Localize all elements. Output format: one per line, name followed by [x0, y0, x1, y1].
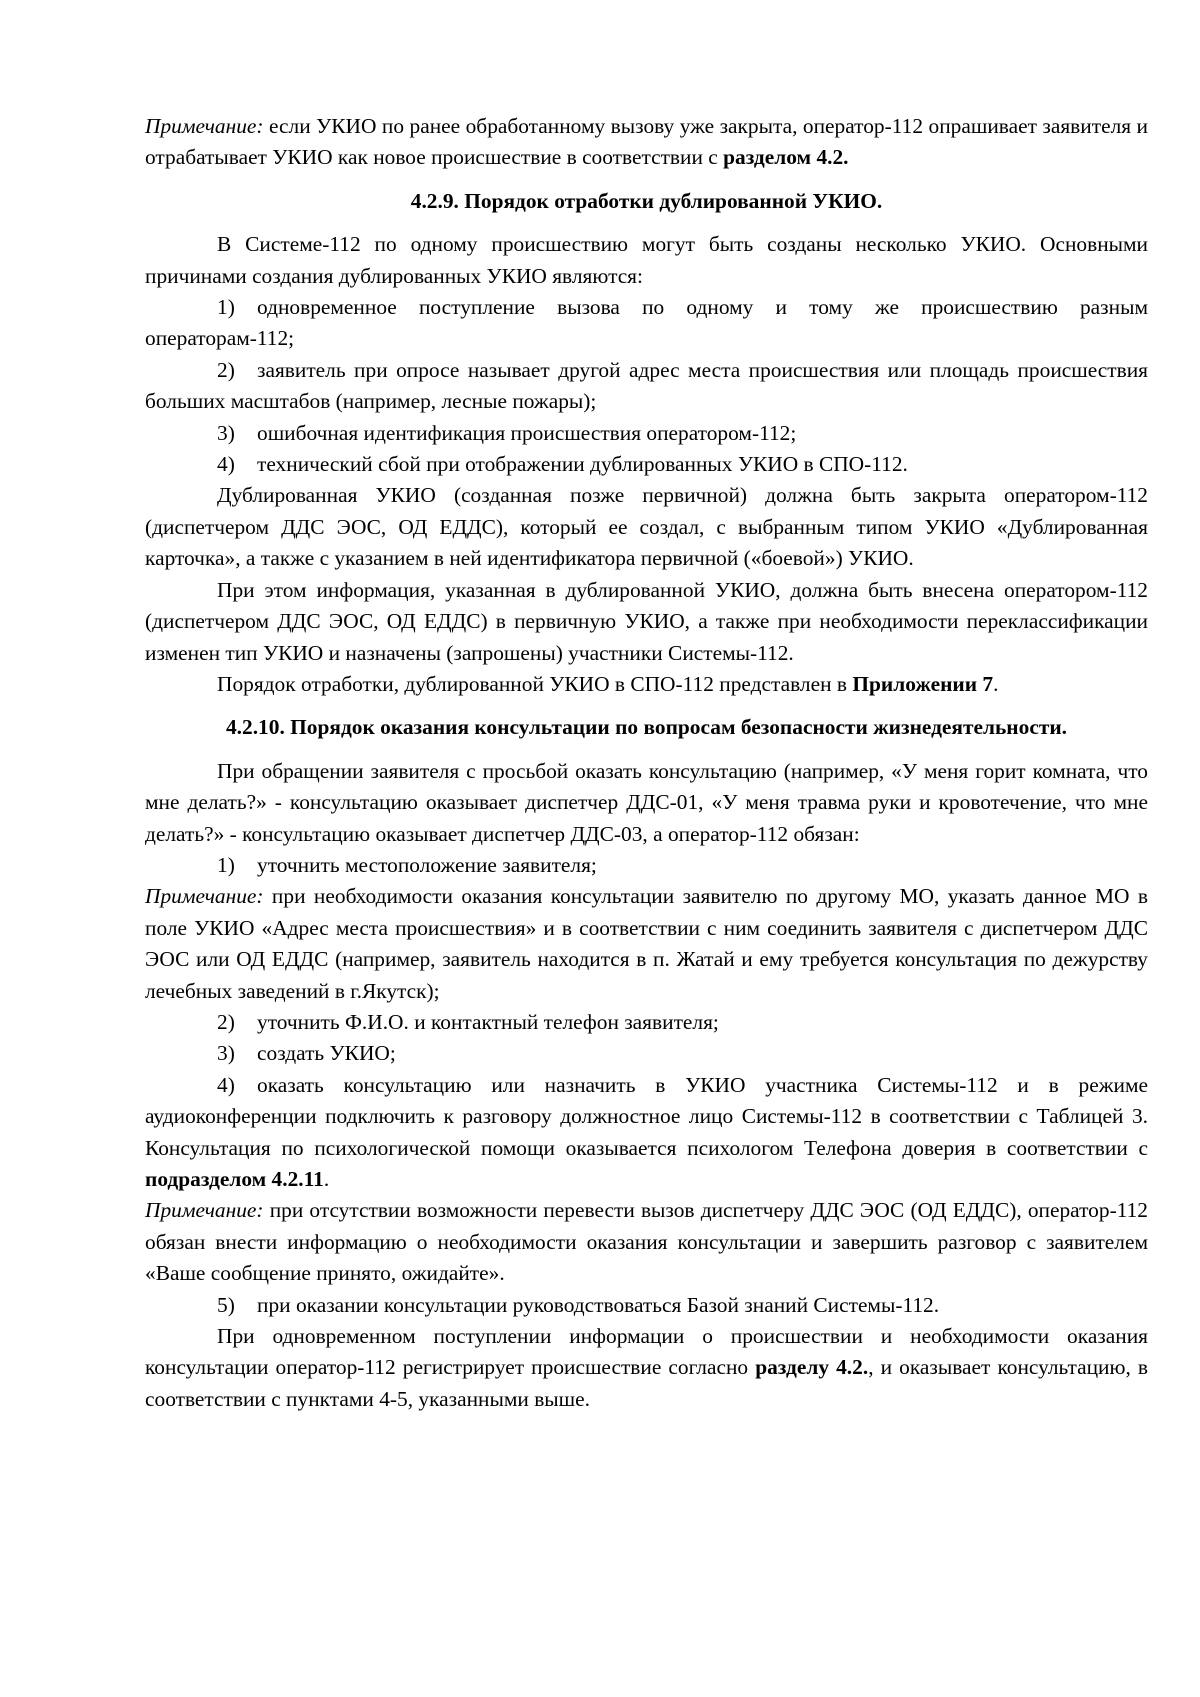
- note-label: Примечание:: [145, 1198, 264, 1223]
- note-label: Примечание:: [145, 884, 264, 909]
- note-ref: разделом 4.2.: [723, 145, 849, 170]
- section-ref: разделу 4.2.: [755, 1355, 869, 1380]
- paragraph-end: , и оказывает консультацию, в соответствии с пунктами 4-5, указанными выше.: [145, 1355, 1148, 1411]
- paragraph-end: .: [993, 671, 999, 696]
- list-text-end: .: [323, 1167, 330, 1191]
- section-4-2-9-intro: В Системе-112 по одному происшествию могут быть созданы несколько УКИО. Основными причинами создания дублированных УКИО являются:: [145, 232, 1148, 288]
- list-text: при оказании консультации руководствоваться Базой знаний Системы-112.: [257, 1292, 940, 1317]
- note-text: при отсутствии возможности перевести вызов диспетчеру ДДС ЭОС (ОД ЕДДС), оператор-112 обязан внести информацию о необходимости оказания консультации и завершить разговор с заявителем «Ваше сообщение принято, ожидайте».: [145, 1198, 1148, 1286]
- list-item: [145, 1290, 1148, 1321]
- note-text: если УКИО по ранее обработанному вызову уже закрыта, оператор-112 опрашивает заявителя и отрабатывает УКИО как новое происшествие в соответствии с: [145, 114, 1148, 170]
- note-other-mo: [145, 881, 1148, 1007]
- list-item: [145, 1038, 1148, 1069]
- paragraph-duplicate-closing: Дублированная УКИО (созданная позже первичной) должна быть закрыта оператором-112 (диспетчером ДДС ЭОС, ОД ЕДДС), который ее создал, с выбранным типом УКИО «Дублированная карточка», а также с указанием в ней идентификатора первичной («боевой») УКИО.: [145, 483, 1148, 571]
- section-heading-4-2-9: 4.2.9. Порядок отработки дублированной УКИО.: [410, 188, 883, 213]
- appendix-ref: Приложении 7: [852, 671, 994, 696]
- list-number: 1): [217, 852, 235, 877]
- list-text: создать УКИО;: [257, 1041, 396, 1066]
- section-4-2-10-intro: При обращении заявителя с просьбой оказать консультацию (например, «У меня горит комната, что мне делать?» - консультацию оказывает диспетчер ДДС-01, «У меня травма руки и кровотечение, что мне делать?» - консультацию оказывает диспетчер ДДС-03, а оператор-112 обязан:: [145, 758, 1148, 846]
- paragraph-final: [145, 1321, 1148, 1415]
- section-heading-4-2-10: 4.2.10. Порядок оказания консультации по вопросам безопасности жизнедеятельности.: [225, 715, 1068, 740]
- list-item: [145, 449, 1148, 480]
- list-item: [145, 850, 1148, 881]
- list-text: оказать консультацию или назначить в УКИО участника Системы-112 и в режиме аудиоконференции подключить к разговору должностное лицо Системы-112 в соответствии с Таблицей 3. Консультация по психологической помощи оказывается психологом Телефона доверия в соответствии с: [145, 1072, 1148, 1160]
- list-text: технический сбой при отображении дублированных УКИО в СПО-112.: [257, 452, 908, 477]
- list-number: 2): [217, 357, 235, 382]
- paragraph-duplicate-info: При этом информация, указанная в дублированной УКИО, должна быть внесена оператором-112 (диспетчером ДДС ЭОС, ОД ЕДДС) в первичную УКИО, а также при необходимости переклассификации изменен тип УКИО и назначены (запрошены) участники Системы-112.: [145, 577, 1148, 665]
- list-number: 3): [217, 420, 235, 445]
- list-text: уточнить Ф.И.О. и контактный телефон заявителя;: [257, 1009, 719, 1034]
- list-text: одновременное поступление вызова по одному и тому же происшествию разным операторам-112;: [145, 295, 1148, 351]
- note-no-transfer: [145, 1195, 1148, 1289]
- list-number: 3): [217, 1041, 235, 1066]
- note-text: при необходимости оказания консультации заявителю по другому МО, указать данное МО в поле УКИО «Адрес места происшествия» и в соответствии с ним соединить заявителя с диспетчером ДДС ЭОС или ОД ЕДДС (например, заявитель находится в п. Жатай и ему требуется консультация по дежурству лечебных заведений в г.Якутск);: [145, 884, 1148, 1003]
- list-item: [145, 1070, 1148, 1196]
- note-label: Примечание:: [145, 114, 264, 138]
- list-number: 1): [217, 295, 235, 320]
- note-closed-ukio: [145, 111, 1148, 174]
- list-item: [145, 1007, 1148, 1038]
- list-number: 5): [217, 1292, 235, 1317]
- list-text: ошибочная идентификация происшествия оператором-112;: [257, 420, 797, 445]
- list-item: [145, 292, 1148, 355]
- list-number: 4): [217, 1072, 235, 1097]
- paragraph-text: При одновременном поступлении информации о происшествии и необходимости оказания консультации оператор-112 регистрирует происшествие согласно: [145, 1324, 1148, 1380]
- list-text: уточнить местоположение заявителя;: [257, 852, 597, 877]
- list-number: 4): [217, 452, 235, 477]
- paragraph-appendix-ref: [145, 669, 1148, 700]
- list-item: [145, 355, 1148, 418]
- paragraph-text: Порядок отработки, дублированной УКИО в СПО-112 представлен в: [217, 671, 853, 696]
- subsection-ref: подразделом 4.2.11: [145, 1167, 324, 1191]
- list-number: 2): [217, 1009, 235, 1034]
- list-text: заявитель при опросе называет другой адрес места происшествия или площадь происшествия больших масштабов (например, лесные пожары);: [145, 357, 1148, 414]
- list-item: [145, 418, 1148, 449]
